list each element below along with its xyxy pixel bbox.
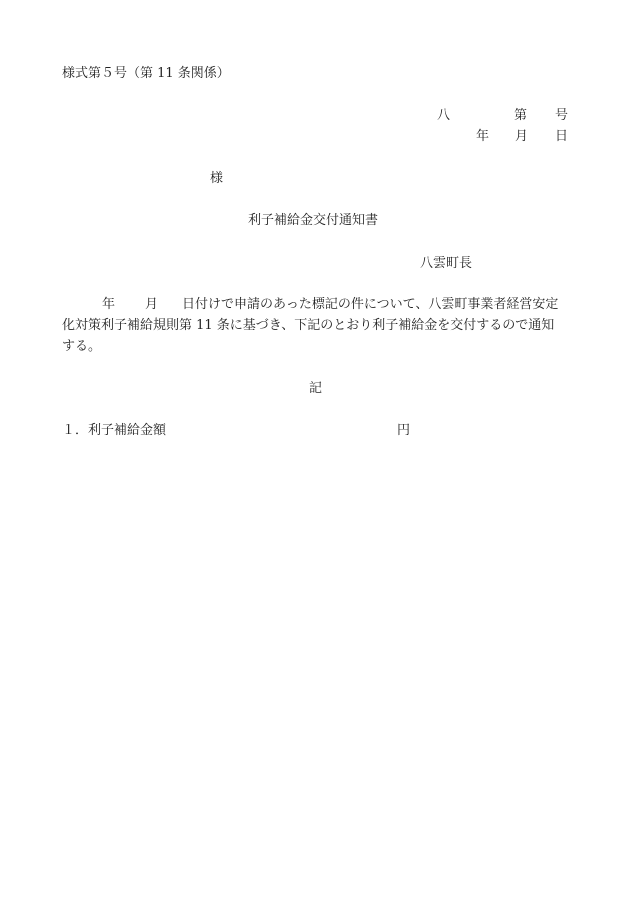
body-line-1-text: 日付けで申請のあった標記の件について、八雲町事業者経営安定 — [182, 297, 559, 312]
date-month-label: 月 — [515, 129, 529, 144]
body-year-label: 年 — [102, 297, 116, 312]
document-title: 利子補給金交付通知書 — [248, 213, 379, 228]
document-number-prefix: 八 — [437, 108, 451, 123]
ki-heading: 記 — [309, 381, 323, 396]
form-number: 様式第５号（第 11 条関係） — [62, 66, 230, 81]
body-line-1 — [62, 294, 572, 315]
date-day-label: 日 — [555, 129, 569, 144]
recipient-honorific: 様 — [210, 171, 224, 186]
body-month-label: 月 — [145, 297, 159, 312]
body-line-2: 化対策利子補給規則第 11 条に基づき、下記のとおり利子補給金を交付するので通知 — [62, 318, 555, 333]
item-label: １．利子補給金額 — [62, 423, 167, 438]
body-paragraph — [62, 294, 572, 357]
document-number-dai: 第 — [514, 108, 528, 123]
date-year-label: 年 — [476, 129, 490, 144]
body-line-3: する。 — [62, 339, 102, 354]
item-unit: 円 — [397, 423, 411, 438]
issuer-name: 八雲町長 — [420, 256, 473, 271]
document-number-gou: 号 — [555, 108, 569, 123]
